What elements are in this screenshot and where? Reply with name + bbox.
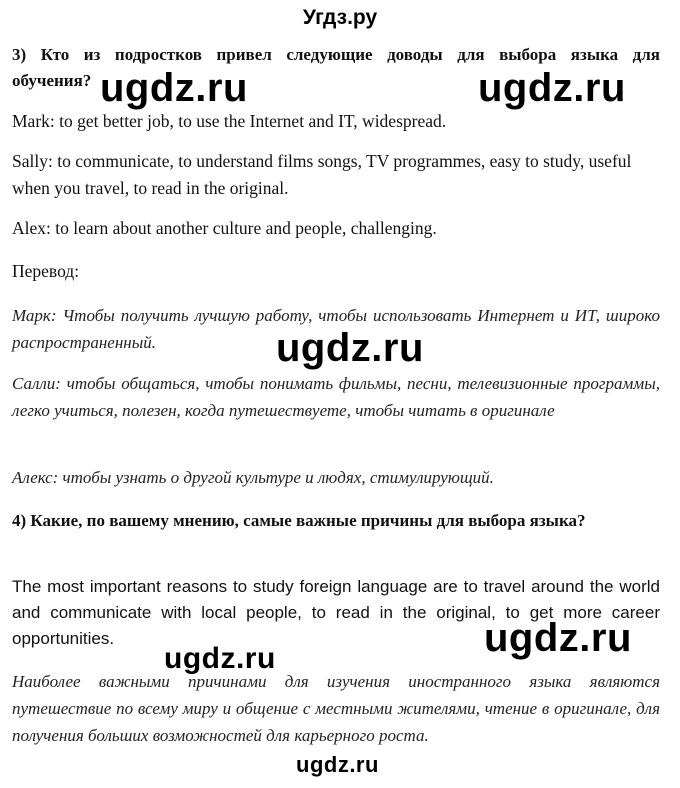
answer-mark: Mark: to get better job, to use the Internet and IT, widespread.	[12, 111, 447, 131]
watermark: ugdz.ru	[484, 616, 632, 660]
site-title: Угдз.ру	[302, 6, 378, 29]
answer-4: The most important reasons to study foreign language are to travel around the world and communicate with local people, to read in the original, to get more career opportunities.	[12, 577, 660, 648]
watermark: ugdz.ru	[276, 326, 424, 370]
watermark: ugdz.ru	[164, 642, 276, 675]
answer-alex: Alex: to learn about another culture and people, challenging.	[12, 218, 437, 238]
translation-heading: Перевод:	[12, 261, 80, 281]
translation-sally: Салли: чтобы общаться, чтобы понимать фильмы, песни, телевизионные программы, легко учиться, полезен, когда путешествуете, чтобы читать в оригинале	[12, 374, 660, 420]
watermark: ugdz.ru	[478, 66, 626, 110]
watermark: ugdz.ru	[100, 66, 248, 110]
answer-sally: Sally: to communicate, to understand films songs, TV programmes, easy to study, useful when you travel, to read in the original.	[12, 151, 632, 198]
watermark: ugdz.ru	[296, 752, 379, 777]
question-3: 3) Кто из подростков привел следующие доводы для выбора языка для обучения?	[12, 45, 660, 90]
translation-mark: Марк: Чтобы получить лучшую работу, чтобы использовать Интернет и ИТ, широко распространенный.	[12, 306, 660, 352]
question-4: 4) Какие, по вашему мнению, самые важные причины для выбора языка?	[12, 511, 586, 530]
translation-4: Наиболее важными причинами для изучения иностранного языка являются путешествие по всему миру и общение с местными жителями, чтение в оригинале, для получения больших возможностей для карьерного роста.	[12, 672, 660, 745]
translation-alex: Алекс: чтобы узнать о другой культуре и людях, стимулирующий.	[12, 468, 494, 487]
